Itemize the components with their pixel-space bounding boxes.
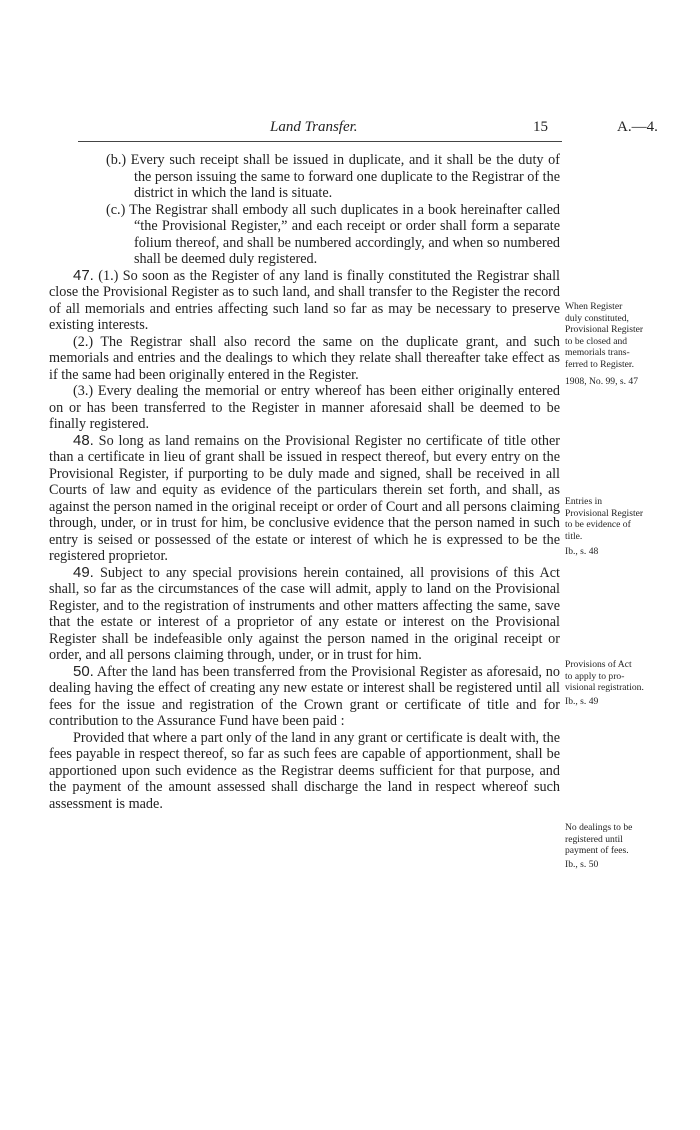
margin-note-line: When Register <box>565 301 623 312</box>
section-47 <box>49 268 560 334</box>
margin-note-50 <box>565 822 700 870</box>
margin-note-line: to apply to pro- <box>565 670 625 682</box>
margin-note-citation: Ib., s. 49 <box>565 695 599 707</box>
section-47-3 <box>49 383 560 433</box>
margin-note-line: duly constituted, <box>565 312 629 324</box>
paragraph-text: (1.) So soon as the Register of any land is finally constituted the Registrar shall close the Provisional Register as to such land, and shall transfer to the Register the record of all memorials and entries affecting such land so far as may be necessary to preserve existing interests. <box>49 267 560 333</box>
section-47-2 <box>49 334 560 384</box>
margin-note-line: memorials trans- <box>565 347 630 358</box>
margin-note-line: title. <box>565 530 583 542</box>
section-number: 50. <box>73 662 94 680</box>
section-48 <box>49 433 560 565</box>
section-number: 48. <box>73 431 94 449</box>
paragraph-b <box>49 152 560 202</box>
margin-note-line: Provisions of Act <box>565 659 632 670</box>
margin-note-line: to be closed and <box>565 335 628 347</box>
margin-note-citation: 1908, No. 99, s. 47 <box>565 376 639 387</box>
margin-note-line: Provisional Register <box>565 507 644 519</box>
margin-note-line: payment of fees. <box>565 845 629 856</box>
margin-note-line: Provisional Register <box>565 324 644 335</box>
margin-note-line: visional registration. <box>565 682 644 693</box>
margin-note-line: to be evidence of <box>565 519 631 530</box>
margin-note-line: Entries in <box>565 496 603 507</box>
margin-note-49 <box>565 659 700 707</box>
margin-note-47 <box>565 301 700 388</box>
running-title: Land Transfer. <box>270 119 358 135</box>
margin-note-citation: Ib., s. 48 <box>565 546 599 557</box>
margin-note-48 <box>565 496 700 558</box>
paragraph-text: Provided that where a part only of the land in any grant or certificate is dealt with, the fees payable in respect thereof, so far as such fees are capable of apportionment, shall be apportioned upon such evidence as the Registrar deems sufficient for that purpose, and the payment of the amount assessed shall discharge the land in respect whereof such assessment is made. <box>49 729 560 812</box>
paragraph-text: Subject to any special provisions herein contained, all provisions of this Act shall, so far as the circumstances of the case will admit, apply to land on the Provisional Register, and to the registration of instruments and other matters affecting the same, save that the estate or interest of a proprietor of any estate or interest on the Provisional Register shall be indefeasible only against the person named in the original receipt or order, and all persons claiming through, under, or in trust for him. <box>49 564 560 663</box>
paragraph-text: (c.) The Registrar shall embody all such duplicates in a book hereinafter called “the Provisional Register,” and each receipt or order shall form a separate folium thereof, and shall be numbered accordingly, and when so numbered shall be deemed duly registered. <box>106 201 560 267</box>
header-rule <box>78 141 562 142</box>
paragraph-text: So long as land remains on the Provisional Register no certificate of title other than a certificate in lieu of grant shall be issued in respect thereof, but every entry on the Provisional Register, if purporting to be duly made and signed, shall be received in all Courts of law and equity as evidence of the particulars therein set forth, and shall, as against the person named in the original receipt or order of Court and all persons claiming through, under, or in trust for him, be conclusive evidence that the person named in such entry is seised or possessed of the estate or interest of which he is expressed to be the registered proprietor. <box>49 432 560 564</box>
section-49 <box>49 565 560 664</box>
section-number: 47. <box>73 266 94 284</box>
margin-note-line: registered until <box>565 833 623 845</box>
margin-note-citation: Ib., s. 50 <box>565 858 599 870</box>
paragraph-c <box>49 202 560 268</box>
section-number: 49. <box>73 563 94 581</box>
margin-note-line: No dealings to be <box>565 822 633 833</box>
margin-note-line: ferred to Register. <box>565 358 634 370</box>
section-50 <box>49 664 560 730</box>
main-text <box>49 152 560 812</box>
paragraph-text: (2.) The Registrar shall also record the same on the duplicate grant, and such memorials and entries and the dealings to which they relate shall thereafter take effect as if the same had been originally entered in the Register. <box>49 333 560 383</box>
page-number: 15 <box>533 119 548 135</box>
paragraph-text: After the land has been transferred from the Provisional Register as aforesaid, no dealing having the effect of creating any new estate or interest shall be registered until all fees for the issue and registration of the Crown grant or certificate of title and for contribution to the Assurance Fund have been paid : <box>49 663 560 729</box>
paragraph-text: (3.) Every dealing the memorial or entry whereof has been either originally entered on or has been transferred to the Register in manner aforesaid shall be deemed to be finally registered. <box>49 383 560 432</box>
paragraph-text: (b.) Every such receipt shall be issued in duplicate, and it shall be the duty of the person issuing the same to forward one duplicate to the Registrar of the district in which the land is situate. <box>106 152 560 201</box>
section-50-proviso <box>49 730 560 813</box>
document-reference: A.—4. <box>617 119 658 135</box>
